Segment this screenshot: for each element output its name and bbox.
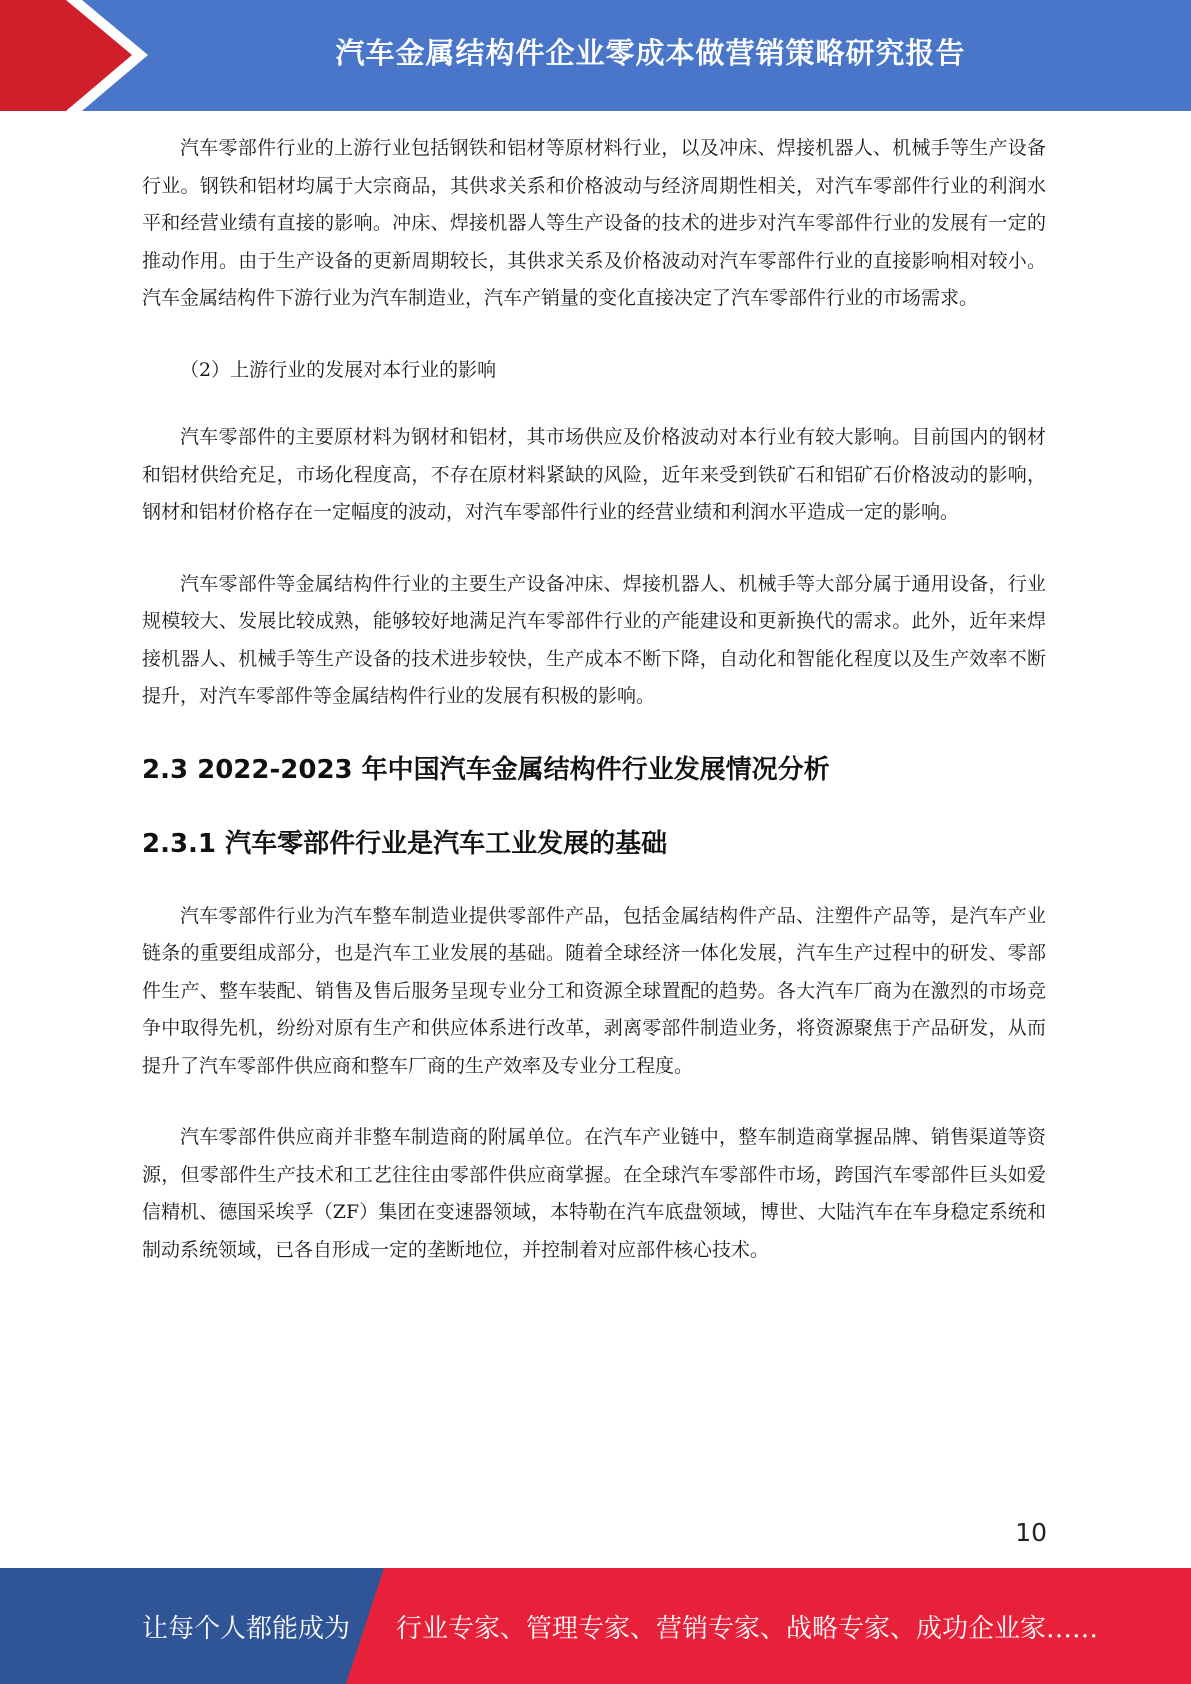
footer-slogan-right: 行业专家、管理专家、营销专家、战略专家、成功企业家…… [396, 1613, 1099, 1644]
sub-heading-upstream-impact: （2）上游行业的发展对本行业的影响 [180, 358, 497, 381]
section-heading-2-3: 2.3 2022-2023 年中国汽车金属结构件行业发展情况分析 [142, 754, 830, 785]
paragraph-production-equipment: 汽车零部件等金属结构件行业的主要生产设备冲床、焊接机器人、机械手等大部分属于通用设备，行业规模较大、发展比较成熟，能够较好地满足汽车零部件行业的产能建设和更新换代的需求。此外，近年来焊接机器人、机械手等生产设备的技术进步较快，生产成本不断下降，自动化和智能化程度以及生产效率不断提升，对汽车零部件等金属结构件行业的发展有积极的影响。 [142, 572, 1046, 707]
paragraph-suppliers: 汽车零部件供应商并非整车制造商的附属单位。在汽车产业链中，整车制造商掌握品牌、销售渠道等资源，但零部件生产技术和工艺往往由零部件供应商掌握。在全球汽车零部件市场，跨国汽车零部件巨头如爱信精机、德国采埃孚（ZF）集团在变速器领域，本特勒在汽车底盘领域，博世、大陆汽车在车身稳定系统和制动系统领域，已各自形成一定的垄断地位，并控制着对应部件核心技术。 [142, 1126, 1046, 1261]
paragraph-industry-foundation: 汽车零部件行业为汽车整车制造业提供零部件产品，包括金属结构件产品、注塑件产品等，是汽车产业链条的重要组成部分，也是汽车工业发展的基础。随着全球经济一体化发展，汽车生产过程中的研发、零部件生产、整车装配、销售及售后服务呈现专业分工和资源全球置配的趋势。各大汽车厂商为在激烈的市场竞争中取得先机，纷纷对原有生产和供应体系进行改革，剥离零部件制造业务，将资源聚焦于产品研发，从而提升了汽车零部件供应商和整车厂商的生产效率及专业分工程度。 [142, 904, 1046, 1077]
paragraph-upstream-industry: 汽车零部件行业的上游行业包括钢铁和铝材等原材料行业，以及冲床、焊接机器人、机械手等生产设备行业。钢铁和铝材均属于大宗商品，其供求关系和价格波动与经济周期性相关，对汽车零部件行业的利润水平和经营业绩有直接的影响。冲床、焊接机器人等生产设备的技术的进步对汽车零部件行业的发展有一定的推动作用。由于生产设备的更新周期较长，其供求关系及价格波动对汽车零部件行业的直接影响相对较小。汽车金属结构件下游行业为汽车制造业，汽车产销量的变化直接决定了汽车零部件行业的市场需求。 [142, 137, 1046, 309]
section-heading-2-3-1: 2.3.1 汽车零部件行业是汽车工业发展的基础 [142, 828, 668, 859]
document-body [142, 130, 1046, 1303]
page-number: 10 [1015, 1518, 1047, 1547]
footer-banner [0, 1568, 1191, 1684]
header-banner [0, 0, 1191, 111]
footer-slogan-left: 让每个人都能成为 [142, 1613, 351, 1644]
report-title: 汽车金属结构件企业零成本做营销策略研究报告 [335, 36, 966, 70]
paragraph-raw-materials: 汽车零部件的主要原材料为钢材和铝材，其市场供应及价格波动对本行业有较大影响。目前国内的钢材和铝材供给充足，市场化程度高，不存在原材料紧缺的风险，近年来受到铁矿石和铝矿石价格波动的影响，钢材和铝材价格存在一定幅度的波动，对汽车零部件行业的经营业绩和利润水平造成一定的影响。 [142, 426, 1046, 523]
